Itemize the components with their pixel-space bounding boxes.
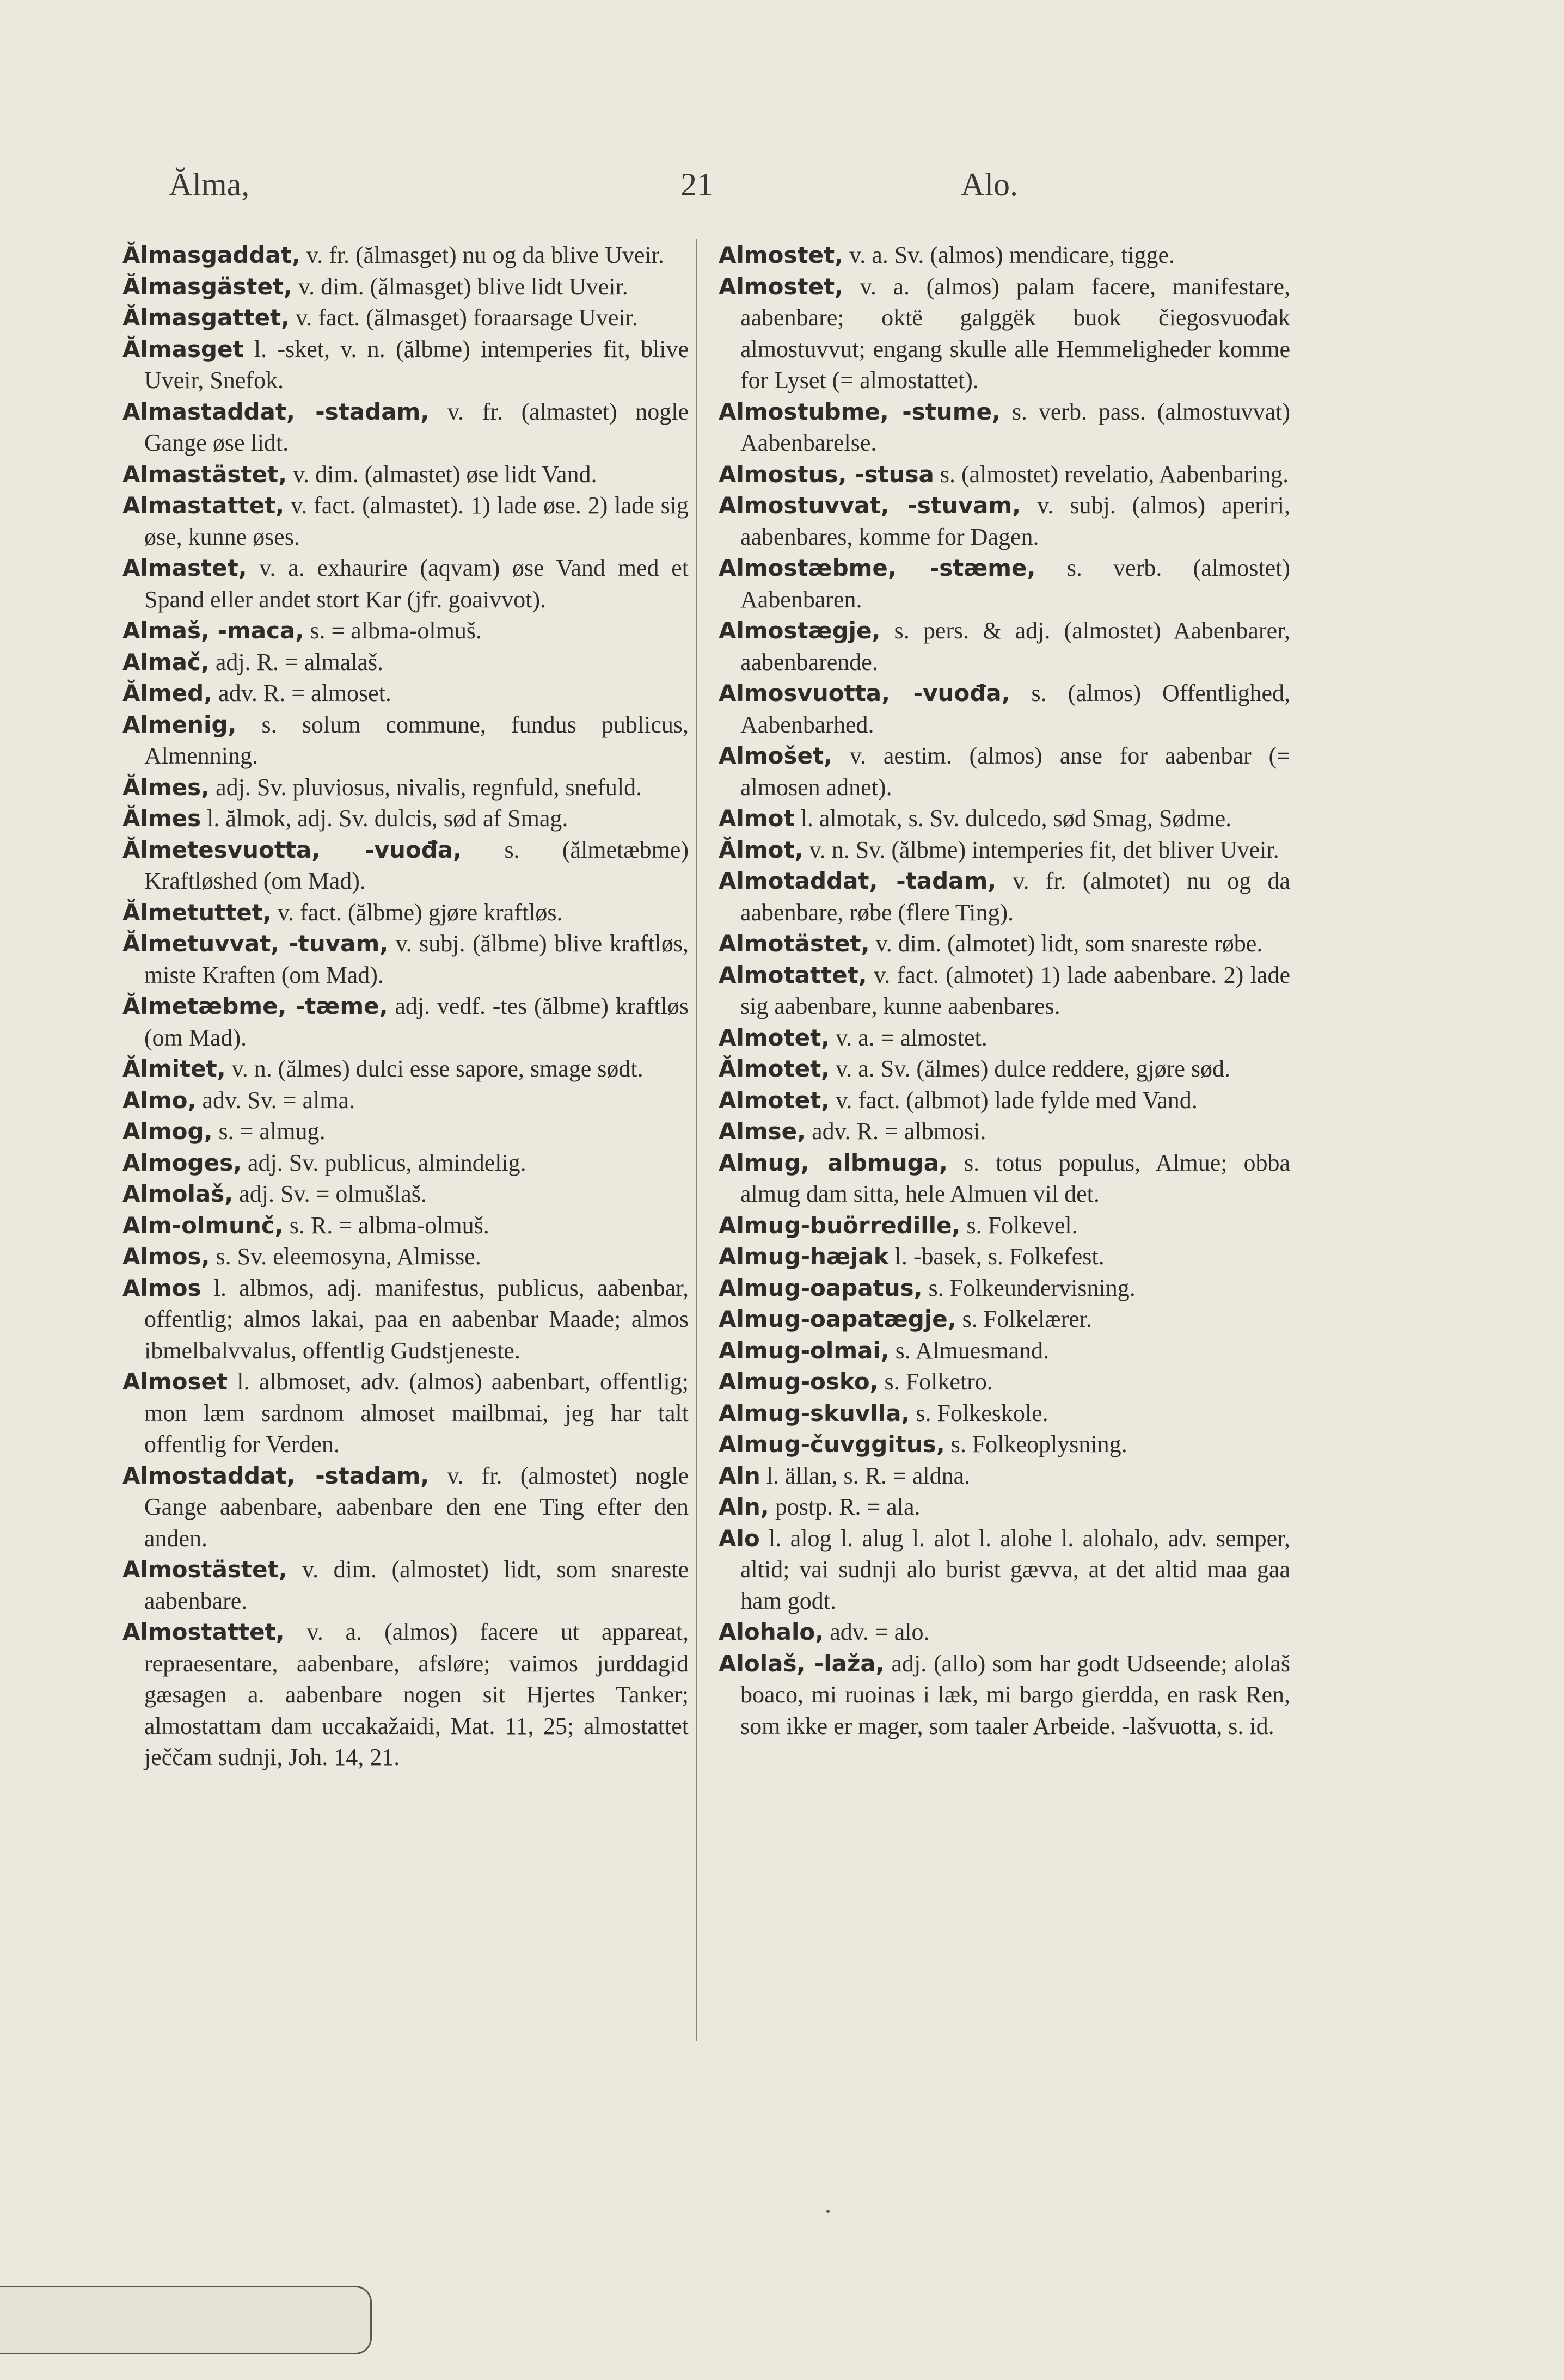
headword: Almošet, xyxy=(719,742,833,769)
dictionary-entry xyxy=(719,1523,1290,1617)
column-divider xyxy=(696,239,697,2041)
entry-definition: v. dim. (almotet) lidt, som snareste røbe. xyxy=(869,930,1263,957)
headword: Ălmetæbme, -tæme, xyxy=(122,993,388,1019)
dictionary-entry xyxy=(719,1398,1290,1429)
headword: Almse, xyxy=(719,1118,806,1145)
headword: Almos xyxy=(122,1274,201,1301)
entry-definition: s. totus populus, Almue; obba almug dam sitta, hele Almuen vil det. xyxy=(740,1149,1290,1207)
dictionary-entry xyxy=(719,1085,1290,1116)
page-number: 21 xyxy=(680,167,713,202)
left-column xyxy=(122,239,689,1773)
headword: Almotattet, xyxy=(719,961,867,988)
headword: Almostet, xyxy=(719,242,844,268)
dictionary-entry xyxy=(122,1366,689,1460)
headword: Ălmitet, xyxy=(122,1055,226,1082)
headword: Ălmotet, xyxy=(719,1055,830,1082)
headword: Almotet, xyxy=(719,1086,830,1114)
headword: Alo xyxy=(719,1524,760,1552)
headword: Almotästet, xyxy=(719,930,870,957)
entry-definition: adv. R. = albmosi. xyxy=(806,1118,986,1145)
dictionary-entry xyxy=(122,552,689,615)
entry-definition: v. fr. (almotet) nu og da aabenbare, røbe (flere Ting). xyxy=(740,868,1290,926)
headword: Almolaš, xyxy=(122,1180,234,1207)
entry-definition: v. a. exhaurire (aqvam) øse Vand med et Spand eller andet stort Kar (jfr. goaivvot). xyxy=(144,555,689,613)
entry-definition: v. subj. (almos) aperiri, aabenbares, komme for Dagen. xyxy=(740,492,1290,550)
headword: Almostaddat, -stadam, xyxy=(122,1462,430,1489)
headword: Almoset xyxy=(122,1368,228,1395)
entry-definition: v. a. Sv. (almos) mendicare, tigge. xyxy=(843,242,1175,268)
dictionary-entry xyxy=(719,615,1290,678)
dictionary-entry xyxy=(719,1648,1290,1742)
dictionary-entry xyxy=(719,1366,1290,1398)
dictionary-entry xyxy=(122,803,689,834)
entry-definition: adv. Sv. = alma. xyxy=(196,1086,355,1114)
entry-definition: adj. Sv. = olmušlaš. xyxy=(233,1180,427,1207)
headword: Ălmes, xyxy=(122,773,210,801)
entry-definition: l. almotak, s. Sv. dulcedo, sød Smag, Sødme. xyxy=(794,805,1232,832)
entry-definition: s. R. = albma-olmuš. xyxy=(283,1211,489,1239)
dictionary-entry xyxy=(719,865,1290,928)
page-header xyxy=(125,166,1296,210)
dictionary-entry xyxy=(719,1491,1290,1523)
headword: Almoges, xyxy=(122,1149,242,1176)
headword: Ălmot, xyxy=(719,836,804,863)
dictionary-entry xyxy=(719,834,1290,866)
headword: Almostattet, xyxy=(122,1619,285,1645)
entry-definition: v. fr. (almostet) nogle Gange aabenbare, aabenbare den ene Ting efter den anden. xyxy=(144,1462,689,1552)
dictionary-entry xyxy=(719,1460,1290,1492)
entry-definition: l. -sket, v. n. (ălbme) intemperies fit, blive Uveir, Snefok. xyxy=(144,335,689,393)
entry-definition: v. a. (almos) palam facere, manifestare, aabenbare; oktë galggëk buok čiegosvuođak almostuvvut; engang skulle alle Hemmeligheder komme for Lyset (= almostattet). xyxy=(740,273,1290,393)
dictionary-entry xyxy=(719,1147,1290,1210)
headword: Almostus, -stusa xyxy=(719,460,934,488)
entry-definition: s. Folkeskole. xyxy=(910,1399,1048,1426)
entry-definition: s. Folketro. xyxy=(878,1368,993,1395)
headword: Almostuvvat, -stuvam, xyxy=(719,492,1021,519)
entry-definition: v. fr. (ălmasget) nu og da blive Uveir. xyxy=(300,242,664,268)
dictionary-entry xyxy=(719,1303,1290,1335)
dictionary-entry xyxy=(122,1554,689,1616)
entry-definition: adv. = alo. xyxy=(824,1619,930,1645)
dictionary-entry xyxy=(122,1616,689,1773)
dictionary-entry xyxy=(719,678,1290,740)
headword: Almostægje, xyxy=(719,617,881,644)
entry-definition: s. (almos) Offentlighed, Aabenbarhed. xyxy=(740,680,1291,738)
dictionary-entry xyxy=(719,396,1290,459)
headword: Almug-olmai, xyxy=(719,1337,890,1364)
headword: Ălmasget xyxy=(122,335,244,362)
entry-definition: s. verb. pass. (almostuvvat) Aabenbarelse. xyxy=(740,398,1290,456)
headword: Ălmetuvvat, -tuvam, xyxy=(122,930,389,957)
entry-definition: v. fact. (ălmasget) foraarsage Uveir. xyxy=(290,304,638,331)
dictionary-entry xyxy=(719,1429,1290,1460)
entry-definition: v. a. = almostet. xyxy=(830,1024,988,1051)
entry-definition: s. Sv. eleemosyna, Almisse. xyxy=(210,1243,481,1270)
entry-definition: s. (almostet) revelatio, Aabenbaring. xyxy=(934,460,1289,488)
headword: Almo, xyxy=(122,1086,197,1114)
headword: Almotaddat, -tadam, xyxy=(719,868,997,894)
entry-definition: s. Almuesmand. xyxy=(889,1337,1050,1364)
dictionary-entry xyxy=(122,1116,689,1147)
entry-definition: adj. vedf. -tes (ălbme) kraftløs (om Mad). xyxy=(144,993,689,1051)
dictionary-entry xyxy=(719,1053,1290,1085)
entry-definition: l. alog l. alug l. alot l. alohe l. alohalo, adv. semper, altid; vai sudnji alo burist gævva, at det altid maa gaa ham godt. xyxy=(740,1524,1290,1614)
dictionary-entry xyxy=(719,552,1290,615)
entry-definition: v. n. (ălmes) dulci esse sapore, smage sødt. xyxy=(225,1055,643,1082)
entry-definition: v. dim. (almastet) øse lidt Vand. xyxy=(287,460,597,488)
dictionary-entry xyxy=(122,271,689,303)
entry-definition: v. fact. (ălbme) gjøre kraftløs. xyxy=(271,899,563,926)
dictionary-entry xyxy=(719,490,1290,552)
entry-definition: adv. R. = almoset. xyxy=(212,680,391,706)
entry-definition: v. a. (almos) facere ut appareat, repraesentare, aabenbare, afsløre; vaimos jurddagid gæsagen a. aabenbare nogen sit Hjertes Tanker; almostattam dam uccakažaidi, Mat. 11, 25; almostattet ječčam sudnji, Joh. 14, 21. xyxy=(144,1619,689,1770)
dictionary-entry xyxy=(122,897,689,928)
dictionary-entry xyxy=(122,647,689,678)
entry-definition: s. verb. (almostet) Aabenbaren. xyxy=(740,555,1290,613)
entry-definition: v. aestim. (almos) anse for aabenbar (= almosen adnet). xyxy=(740,742,1290,801)
dictionary-entry xyxy=(122,991,689,1053)
dictionary-entry xyxy=(719,271,1290,396)
entry-definition: adj. Sv. pluviosus, nivalis, regnfuld, snefuld. xyxy=(210,773,642,801)
headword: Almug-oapatægje, xyxy=(719,1306,956,1332)
headword: Almastästet, xyxy=(122,460,287,488)
headword: Ălmasgästet, xyxy=(122,273,293,300)
headword: Almostubme, -stume, xyxy=(719,398,1001,425)
entry-definition: s. Folkevel. xyxy=(960,1211,1078,1239)
entry-definition: adj. Sv. publicus, almindelig. xyxy=(242,1149,526,1176)
headword: Almaš, -maca, xyxy=(122,617,304,644)
headword: Almog, xyxy=(122,1118,213,1145)
headword: Almastattet, xyxy=(122,492,285,519)
entry-definition: v. fr. (almastet) nogle Gange øse lidt. xyxy=(144,398,689,456)
headword: Almostet, xyxy=(719,273,844,300)
dictionary-entry xyxy=(122,928,689,991)
headword: Alolaš, -laža, xyxy=(719,1650,885,1677)
entry-definition: s. (ălmetæbme) Kraftløshed (om Mad). xyxy=(144,836,689,894)
headword: Almug-hæjak xyxy=(719,1243,889,1270)
dictionary-entry xyxy=(122,490,689,552)
headword: Aln, xyxy=(719,1493,769,1520)
dictionary-entry xyxy=(122,334,689,396)
headword: Almos, xyxy=(122,1243,210,1270)
dictionary-entry xyxy=(122,396,689,459)
headword: Almug, albmuga, xyxy=(719,1149,948,1176)
entry-definition: v. dim. (ălmasget) blive lidt Uveir. xyxy=(292,273,628,300)
dictionary-entry xyxy=(122,615,689,647)
dictionary-entry xyxy=(719,960,1290,1022)
headword: Almastaddat, -stadam, xyxy=(122,398,430,425)
dictionary-entry xyxy=(719,740,1290,803)
entry-definition: v. fact. (almotet) 1) lade aabenbare. 2) lade sig aabenbare, kunne aabenbares. xyxy=(740,961,1290,1019)
headword: Ălmetesvuotta, -vuođa, xyxy=(122,836,462,863)
entry-definition: v. fact. (almastet). 1) lade øse. 2) lade sig øse, kunne øses. xyxy=(144,492,689,550)
dictionary-entry xyxy=(719,928,1290,960)
dictionary-entry xyxy=(122,772,689,803)
dictionary-entry xyxy=(719,803,1290,834)
headword: Ălmasgaddat, xyxy=(122,242,300,268)
headword: Almug-skuvlla, xyxy=(719,1399,910,1426)
entry-definition: s. Folkeoplysning. xyxy=(944,1431,1127,1457)
headword: Almostästet, xyxy=(122,1556,287,1583)
page-mark xyxy=(826,2210,830,2213)
headword: Almug-oapatus, xyxy=(719,1274,923,1301)
entry-definition: s. solum commune, fundus publicus, Almenning. xyxy=(144,711,689,769)
headword: Ălmasgattet, xyxy=(122,304,290,331)
headword: Almač, xyxy=(122,648,210,675)
dictionary-entry xyxy=(719,1210,1290,1241)
entry-definition: s. Folkelærer. xyxy=(956,1306,1092,1332)
entry-definition: l. albmos, adj. manifestus, publicus, aabenbar, offentlig; almos lakai, paa en aabenbar Maade; almos ibmelbalvvalus, offentlig Gudstjeneste. xyxy=(144,1274,689,1364)
entry-definition: postp. R. = ala. xyxy=(769,1493,921,1520)
headword: Almosvuotta, -vuođa, xyxy=(719,680,1010,706)
entry-definition: s. = albma-olmuš. xyxy=(304,617,482,644)
entry-definition: v. dim. (almostet) lidt, som snareste aabenbare. xyxy=(144,1556,689,1614)
entry-definition: l. ălmok, adj. Sv. dulcis, sød af Smag. xyxy=(201,805,568,832)
headword: Alm-olmunč, xyxy=(122,1211,284,1239)
dictionary-entry xyxy=(122,1241,689,1272)
dictionary-entry xyxy=(719,459,1290,490)
dictionary-entry xyxy=(122,709,689,772)
headword: Almostæbme, -stæme, xyxy=(719,555,1036,581)
entry-definition: v. n. Sv. (ălbme) intemperies fit, det bliver Uveir. xyxy=(803,836,1279,863)
headword: Ălmetuttet, xyxy=(122,899,272,926)
dictionary-entry xyxy=(122,459,689,490)
entry-definition: s. = almug. xyxy=(212,1118,326,1145)
entry-definition: l. ällan, s. R. = aldna. xyxy=(760,1462,971,1489)
entry-definition: s. Folkeundervisning. xyxy=(922,1274,1136,1301)
dictionary-entry xyxy=(719,1335,1290,1367)
header-right-guideword: Alo. xyxy=(961,167,1018,202)
header-left-guideword: Ălma, xyxy=(169,167,250,202)
dictionary-entry xyxy=(719,1241,1290,1272)
headword: Ălmes xyxy=(122,805,201,832)
dictionary-entry xyxy=(122,1272,689,1367)
headword: Ălmed, xyxy=(122,680,213,706)
entry-definition: v. a. Sv. (ălmes) dulce reddere, gjøre sød. xyxy=(830,1055,1231,1082)
entry-definition: adj. R. = almalaš. xyxy=(209,648,384,675)
dictionary-entry xyxy=(719,1272,1290,1304)
dictionary-entry xyxy=(122,1053,689,1085)
dictionary-entry xyxy=(719,1616,1290,1648)
dictionary-entry xyxy=(122,1085,689,1116)
headword: Almug-buörredille, xyxy=(719,1211,961,1239)
dictionary-entry xyxy=(122,678,689,709)
page-edge-tab xyxy=(0,2286,372,2354)
dictionary-entry xyxy=(122,1210,689,1241)
dictionary-entry xyxy=(122,834,689,897)
dictionary-entry xyxy=(122,302,689,334)
headword: Aln xyxy=(719,1462,760,1489)
dictionary-entry xyxy=(719,1022,1290,1054)
entry-definition: l. -basek, s. Folkefest. xyxy=(888,1243,1105,1270)
right-column xyxy=(719,239,1290,1742)
headword: Almenig, xyxy=(122,711,237,738)
dictionary-entry xyxy=(122,1178,689,1210)
entry-definition: v. subj. (ălbme) blive kraftløs, miste Kraften (om Mad). xyxy=(144,930,689,988)
entry-definition: l. albmoset, adv. (almos) aabenbart, offentlig; mon læm sardnom almoset mailbmai, jeg har talt offentlig for Verden. xyxy=(144,1368,689,1457)
dictionary-entry xyxy=(122,239,689,271)
headword: Almug-čuvggitus, xyxy=(719,1431,945,1457)
headword: Alohalo, xyxy=(719,1619,824,1645)
dictionary-entry xyxy=(122,1147,689,1179)
headword: Almastet, xyxy=(122,555,247,581)
headword: Almot xyxy=(719,805,795,832)
entry-definition: adj. (allo) som har godt Udseende; alolaš boaco, mi ruoinas i læk, mi bargo gierdda, en rask Ren, som ikke er mager, som taaler Arbeide. -lašvuotta, s. id. xyxy=(740,1650,1290,1739)
dictionary-entry xyxy=(719,1116,1290,1147)
entry-definition: s. pers. & adj. (almostet) Aabenbarer, aabenbarende. xyxy=(740,617,1290,675)
entry-definition: v. fact. (albmot) lade fylde med Vand. xyxy=(830,1086,1198,1114)
headword: Almug-osko, xyxy=(719,1368,879,1395)
dictionary-entry xyxy=(122,1460,689,1554)
dictionary-entry xyxy=(719,239,1290,271)
headword: Almotet, xyxy=(719,1024,830,1051)
